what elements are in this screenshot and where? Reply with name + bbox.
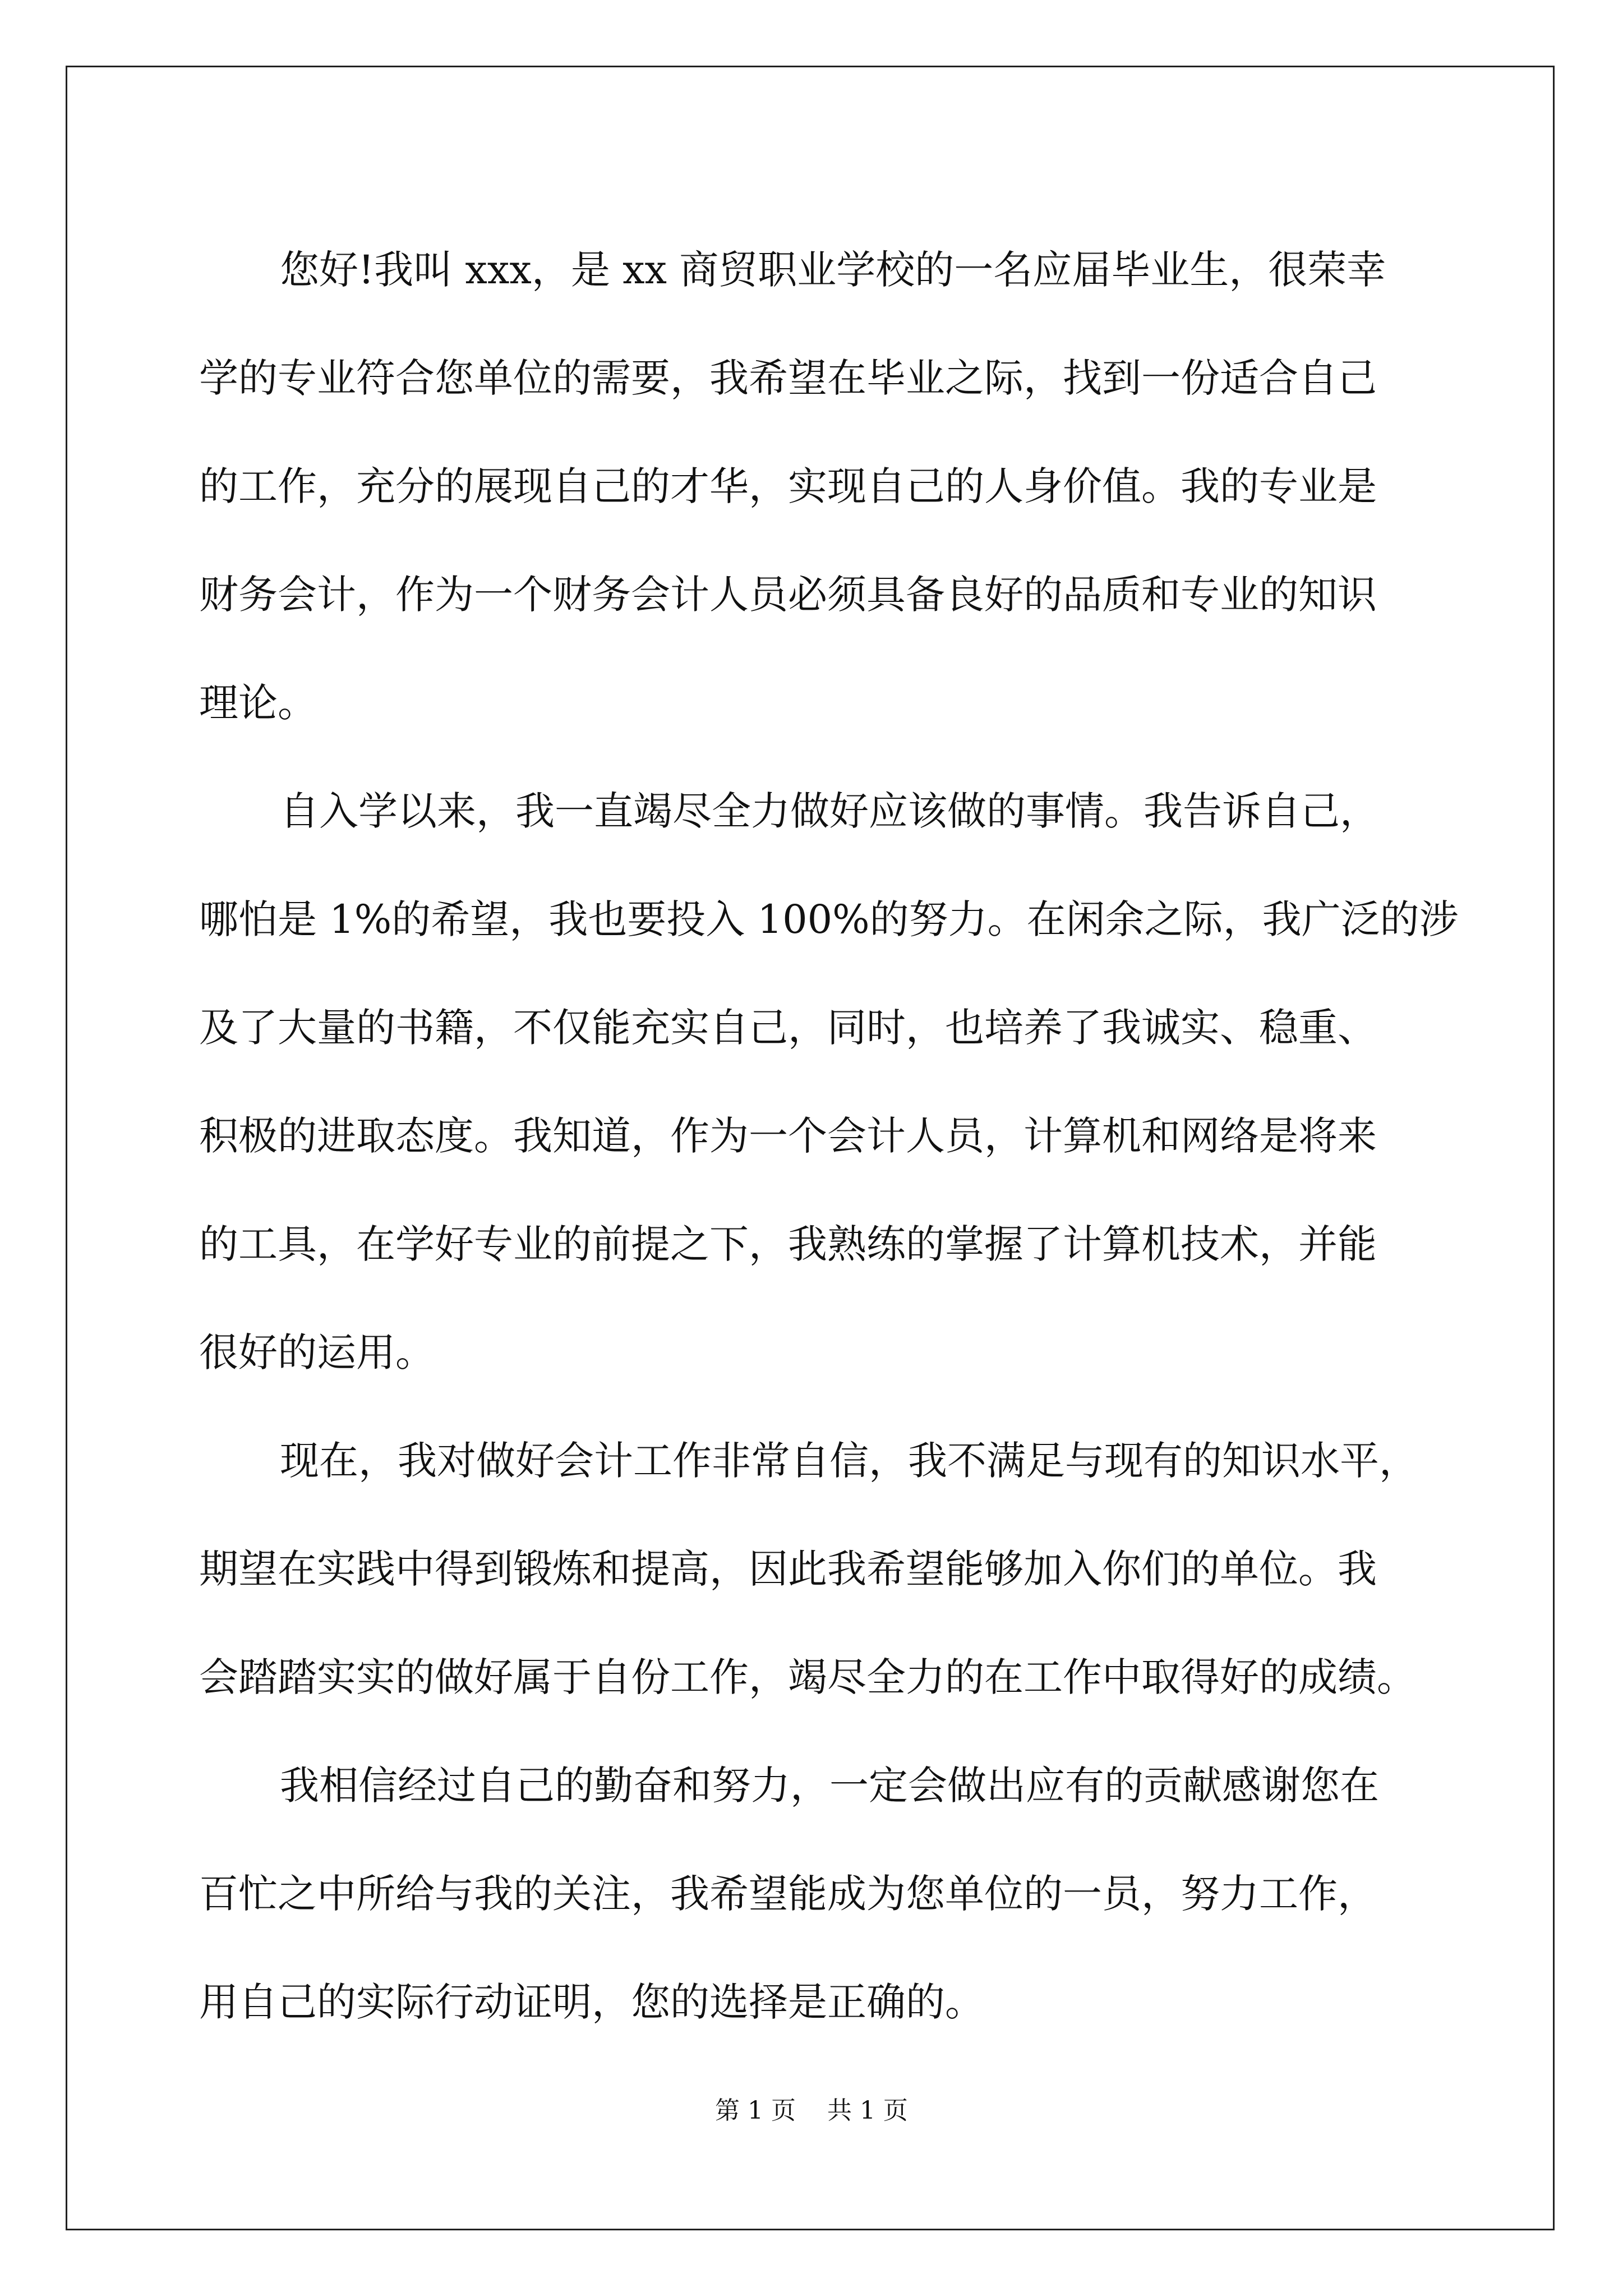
text-line: 学的专业符合您单位的需要，我希望在毕业之际，找到一份适合自己 [199, 355, 1377, 401]
text-line: 百忙之中所给与我的关注，我希望能成为您单位的一员，努力工作， [199, 1871, 1377, 1917]
text-line: 用自己的实际行动证明，您的选择是正确的。 [199, 1979, 984, 2025]
text-line: 很好的运用。 [199, 1329, 435, 1375]
text-line: 及了大量的书籍，不仅能充实自己，同时，也培养了我诚实、稳重、 [199, 1005, 1377, 1051]
text-line: 哪怕是 1%的希望，我也要投入 100%的努力。在闲余之际，我广泛的涉 [199, 896, 1459, 942]
text-line: 的工作，充分的展现自己的才华，实现自己的人身价值。我的专业是 [199, 463, 1377, 509]
text-line: 的工具，在学好专业的前提之下，我熟练的掌握了计算机技术，并能 [199, 1221, 1377, 1267]
letter-body [199, 216, 1459, 2056]
text-line: 我相信经过自己的勤奋和努力，一定会做出应有的贡献感谢您在 [280, 1763, 1379, 1809]
text-line: 现在，我对做好会计工作非常自信，我不满足与现有的知识水平， [280, 1438, 1418, 1484]
text-line: 自入学以来，我一直竭尽全力做好应该做的事情。我告诉自己， [280, 788, 1379, 834]
text-line: 理论。 [199, 680, 317, 726]
text-line: 期望在实践中得到锻炼和提高，因此我希望能够加入你们的单位。我 [199, 1546, 1377, 1592]
text-line: 会踏踏实实的做好属于自份工作，竭尽全力的在工作中取得好的成绩。 [199, 1654, 1416, 1700]
text-line: 积极的进取态度。我知道，作为一个会计人员，计算机和网络是将来 [199, 1113, 1377, 1159]
text-line: 您好!我叫 xxx，是 xx 商贸职业学校的一名应届毕业生，很荣幸 [280, 247, 1386, 293]
page-footer: 第 1 页 共 1 页 [715, 2096, 908, 2125]
text-line: 财务会计，作为一个财务会计人员必须具备良好的品质和专业的知识 [199, 572, 1377, 618]
